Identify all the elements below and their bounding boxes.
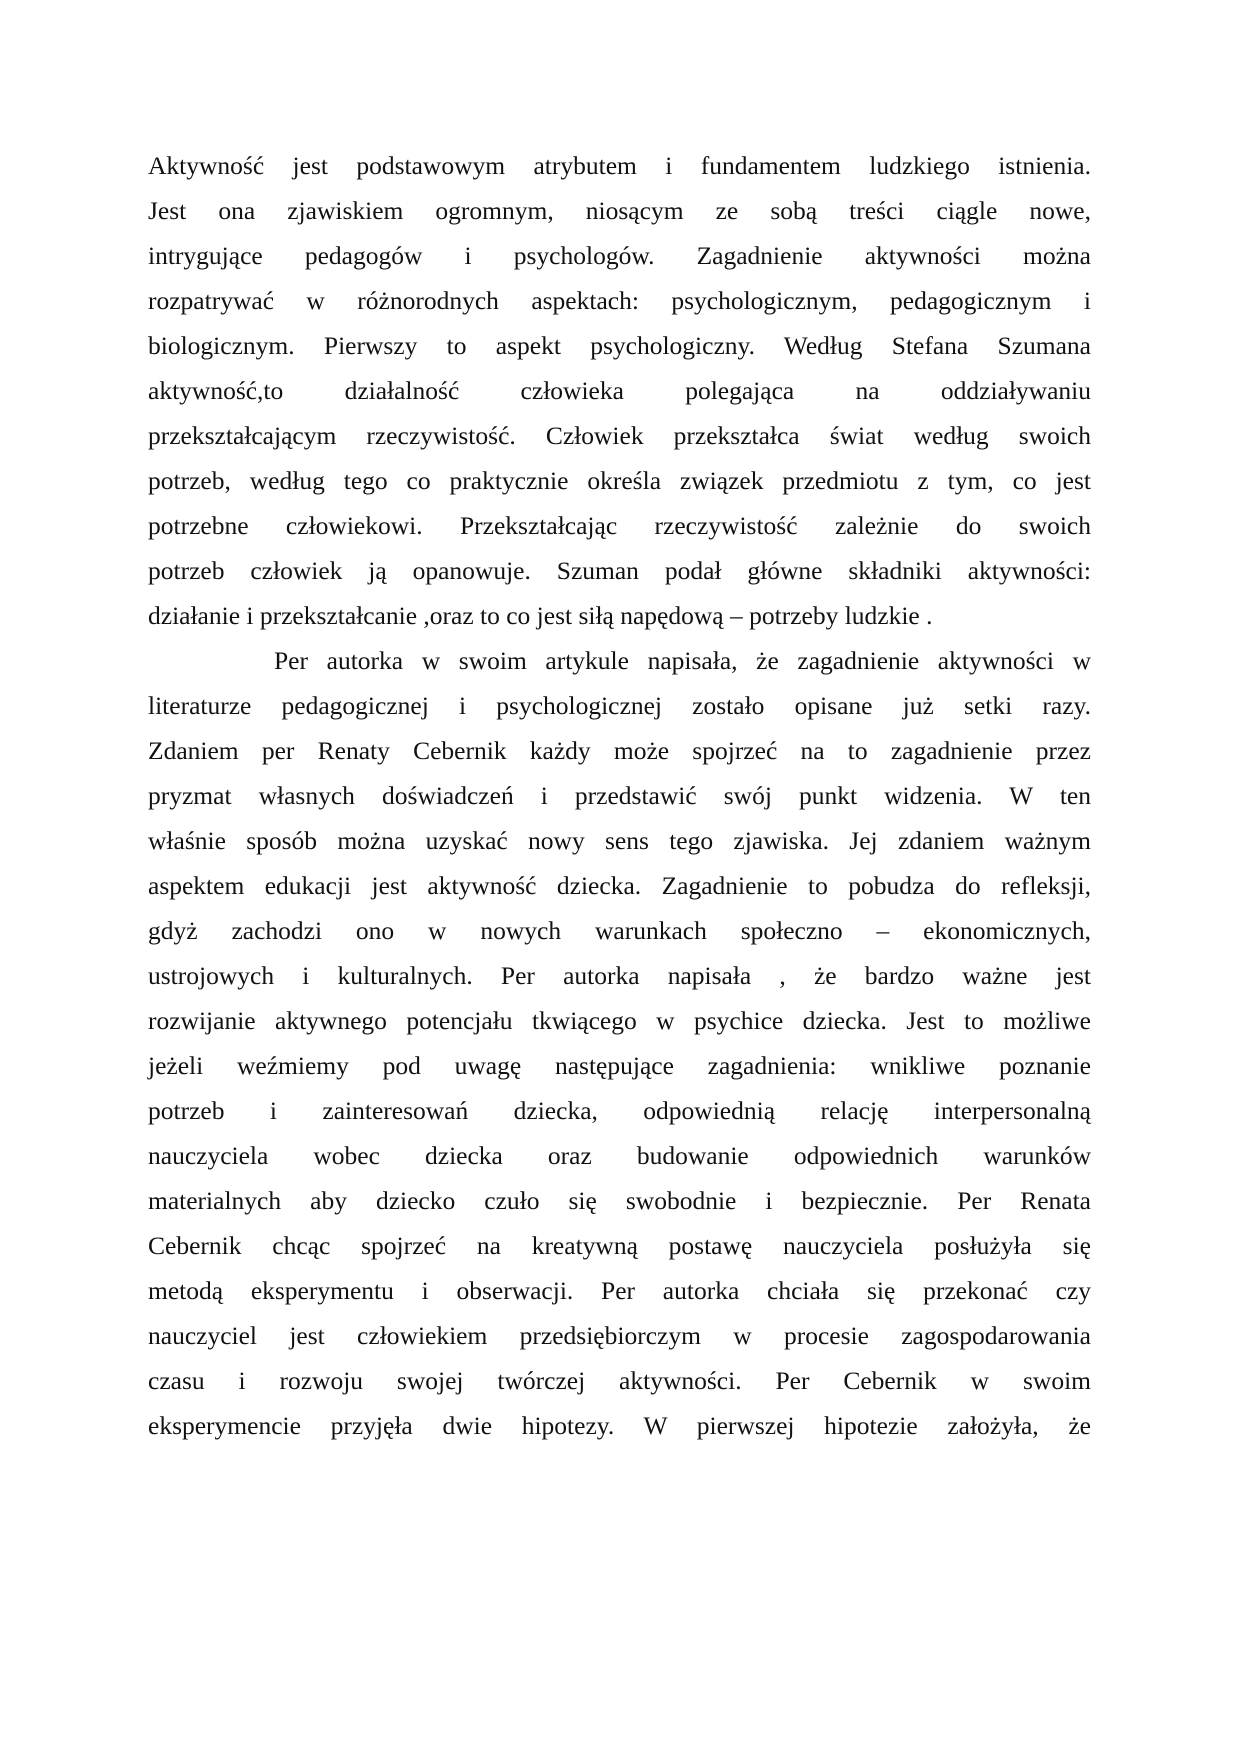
text-line: potrzeb, według tego co praktycznie określa związek przedmiotu z tym, co jest bbox=[148, 466, 1091, 495]
text-line: ustrojowych i kulturalnych. Per autorka napisała , że bardzo ważne jest bbox=[148, 961, 1091, 990]
text-line: literaturze pedagogicznej i psychologicznej zostało opisane już setki razy. bbox=[148, 691, 1091, 720]
text-line: Jest ona zjawiskiem ogromnym, niosącym ze sobą treści ciągle nowe, bbox=[148, 196, 1091, 225]
text-line: Cebernik chcąc spojrzeć na kreatywną postawę nauczyciela posłużyła się bbox=[148, 1231, 1091, 1260]
text-line: potrzeb i zainteresowań dziecka, odpowiednią relację interpersonalną bbox=[148, 1096, 1091, 1125]
text-line: pryzmat własnych doświadczeń i przedstawić swój punkt widzenia. W ten bbox=[148, 781, 1091, 810]
text-line: Per autorka w swoim artykule napisała, że zagadnienie aktywności w bbox=[274, 646, 1091, 675]
text-line: eksperymencie przyjęła dwie hipotezy. W pierwszej hipotezie założyła, że bbox=[148, 1411, 1091, 1440]
text-line: intrygujące pedagogów i psychologów. Zagadnienie aktywności można bbox=[148, 241, 1091, 270]
text-line: nauczyciel jest człowiekiem przedsiębiorczym w procesie zagospodarowania bbox=[148, 1321, 1091, 1350]
text-line: aspektem edukacji jest aktywność dziecka. Zagadnienie to pobudza do refleksji, bbox=[148, 871, 1091, 900]
text-line: nauczyciela wobec dziecka oraz budowanie odpowiednich warunków bbox=[148, 1141, 1091, 1170]
text-line: potrzebne człowiekowi. Przekształcając rzeczywistość zależnie do swoich bbox=[148, 511, 1091, 540]
text-line: działanie i przekształcanie ,oraz to co jest siłą napędową – potrzeby ludzkie . bbox=[148, 601, 933, 630]
text-line: metodą eksperymentu i obserwacji. Per autorka chciała się przekonać czy bbox=[148, 1276, 1091, 1305]
text-line: Zdaniem per Renaty Cebernik każdy może spojrzeć na to zagadnienie przez bbox=[148, 736, 1091, 765]
text-line: jeżeli weźmiemy pod uwagę następujące zagadnienia: wnikliwe poznanie bbox=[148, 1051, 1091, 1080]
text-line: czasu i rozwoju swojej twórczej aktywności. Per Cebernik w swoim bbox=[148, 1366, 1091, 1395]
text-line: potrzeb człowiek ją opanowuje. Szuman podał główne składniki aktywności: bbox=[148, 556, 1091, 585]
text-line: aktywność,to działalność człowieka polegająca na oddziaływaniu bbox=[148, 376, 1091, 405]
text-line: gdyż zachodzi ono w nowych warunkach społeczno – ekonomicznych, bbox=[148, 916, 1091, 945]
text-line: właśnie sposób można uzyskać nowy sens tego zjawiska. Jej zdaniem ważnym bbox=[148, 826, 1091, 855]
text-line: przekształcającym rzeczywistość. Człowiek przekształca świat według swoich bbox=[148, 421, 1091, 450]
text-line: biologicznym. Pierwszy to aspekt psychologiczny. Według Stefana Szumana bbox=[148, 331, 1091, 360]
text-line: Aktywność jest podstawowym atrybutem i fundamentem ludzkiego istnienia. bbox=[148, 151, 1091, 180]
text-line: materialnych aby dziecko czuło się swobodnie i bezpiecznie. Per Renata bbox=[148, 1186, 1091, 1215]
text-line: rozwijanie aktywnego potencjału tkwiącego w psychice dziecka. Jest to możliwe bbox=[148, 1006, 1091, 1035]
text-line: rozpatrywać w różnorodnych aspektach: psychologicznym, pedagogicznym i bbox=[148, 286, 1091, 315]
